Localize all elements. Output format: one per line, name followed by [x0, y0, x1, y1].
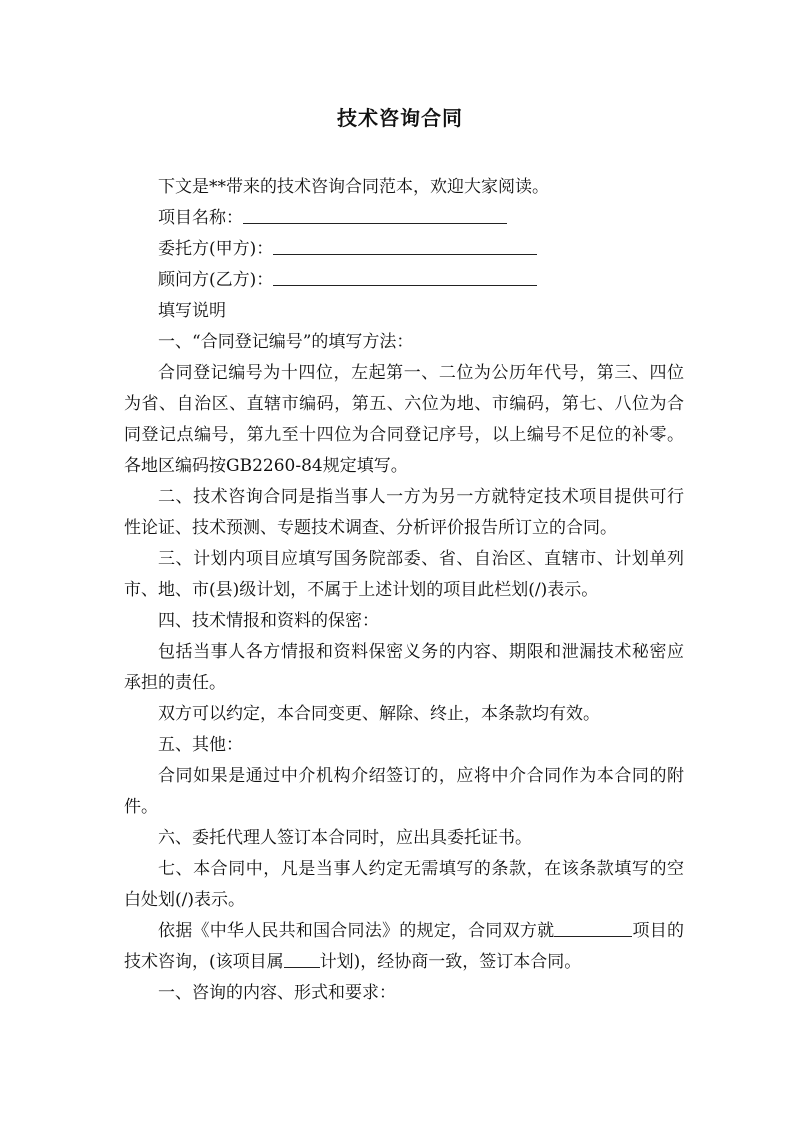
- paragraph: 包括当事人各方情报和资料保密义务的内容、期限和泄漏技术秘密应承担的责任。: [124, 642, 684, 693]
- plan-blank: [284, 949, 320, 968]
- paragraph: 二、技术咨询合同是指当事人一方为另一方就特定技术项目提供可行性论证、技术预测、专题技术调查、分析评价报告所订立的合同。: [124, 487, 684, 538]
- paragraph: 六、委托代理人签订本合同时，应出具委托证书。: [158, 828, 532, 848]
- paragraph: 七、本合同中，凡是当事人约定无需填写的条款，在该条款填写的空白处划(/)表示。: [124, 859, 684, 910]
- project-name-field: [124, 203, 684, 234]
- paragraph: 双方可以约定，本合同变更、解除、终止，本条款均有效。: [158, 704, 600, 724]
- consultant-field: [124, 265, 684, 296]
- document-title: 技术咨询合同: [337, 106, 463, 130]
- paragraph: 合同登记编号为十四位，左起第一、二位为公历年代号，第三、四位为省、自治区、直辖市编码，第五、六位为地、市编码，第七、八位为合同登记点编号，第九至十四位为合同登记序号，以上编号不足位的补零。各地区编码按GB2260-84规定填写。: [124, 363, 684, 476]
- document-body: [124, 172, 684, 1009]
- consultant-blank: [273, 265, 537, 286]
- project-blank: [554, 918, 632, 937]
- intro-paragraph: 下文是**带来的技术咨询合同范本，欢迎大家阅读。: [158, 177, 549, 197]
- contract-basis-text: 依据《中华人民共和国合同法》的规定，合同双方就: [158, 921, 555, 941]
- contract-basis-text: 项目的技术咨询，(该项目属: [124, 921, 685, 972]
- section-heading: 五、其他：: [158, 735, 243, 755]
- paragraph: 填写说明: [158, 301, 226, 321]
- section-heading: 一、咨询的内容、形式和要求：: [158, 983, 396, 1003]
- client-blank: [273, 234, 537, 255]
- client-field: [124, 234, 684, 265]
- project-name-label: 项目名称：: [158, 208, 243, 228]
- contract-basis-paragraph: [124, 916, 684, 978]
- client-label: 委托方(甲方)：: [158, 239, 274, 259]
- section-heading: 四、技术情报和资料的保密：: [158, 611, 379, 631]
- paragraph: 合同如果是通过中介机构介绍签订的，应将中介合同作为本合同的附件。: [124, 766, 684, 817]
- project-name-blank: [243, 203, 507, 224]
- consultant-label: 顾问方(乙方)：: [158, 270, 274, 290]
- contract-basis-text: 计划)，经协商一致，签订本合同。: [319, 952, 582, 972]
- paragraph: 三、计划内项目应填写国务院部委、省、自治区、直辖市、计划单列市、地、市(县)级计划，不属于上述计划的项目此栏划(/)表示。: [124, 549, 684, 600]
- section-heading: 一、“合同登记编号”的填写方法：: [158, 332, 414, 352]
